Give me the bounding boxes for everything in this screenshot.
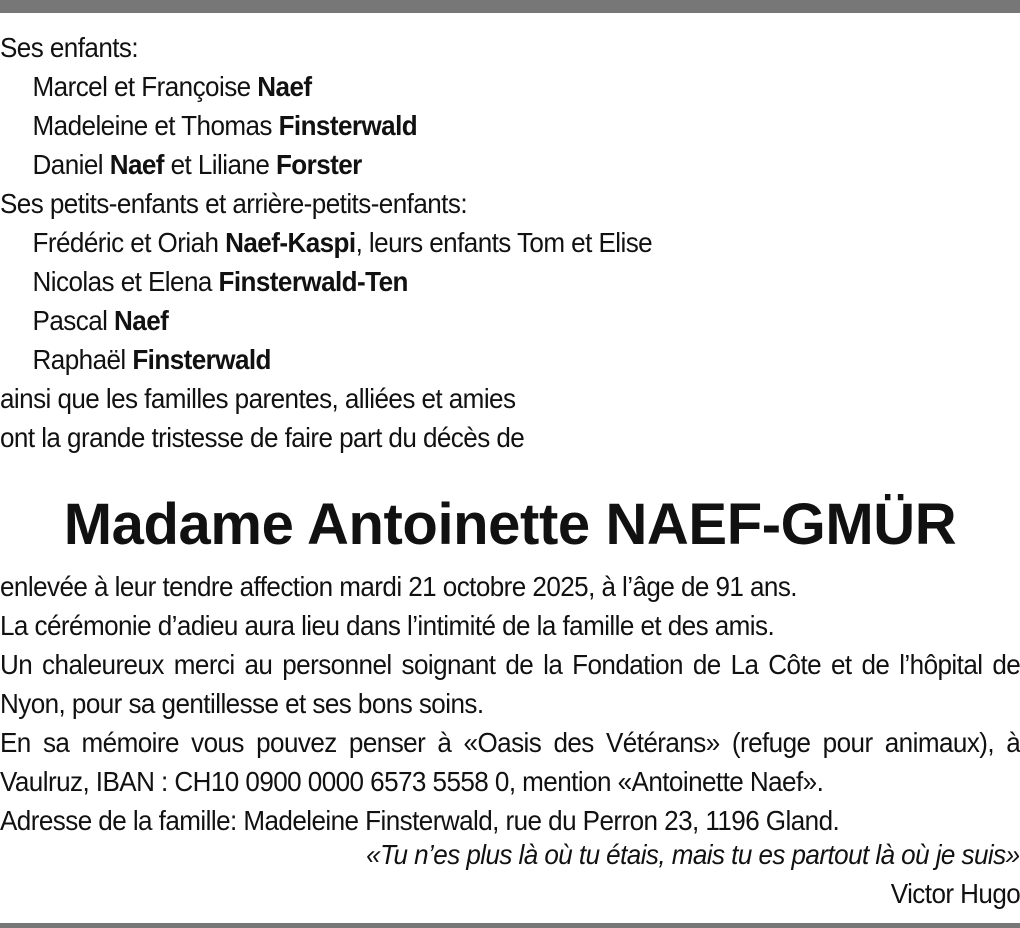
donation-paragraph: En sa mémoire vous pouvez penser à «Oasis des Vétérans» (refuge pour animaux), à Vaulruz, IBAN : CH10 0900 0000 6573 5558 0, mention «Antoinette Naef».: [0, 727, 1020, 797]
child-entry: Marcel et Françoise Naef: [32, 71, 312, 102]
child-entry: Daniel Naef et Liliane Forster: [32, 149, 362, 180]
grandchild-entry: Nicolas et Elena Finsterwald-Ten: [32, 266, 408, 297]
grandchild-entry: Frédéric et Oriah Naef-Kaspi, leurs enfants Tom et Elise: [32, 227, 653, 258]
children-heading: Ses enfants:: [0, 32, 139, 63]
ceremony-line: La cérémonie d’adieu aura lieu dans l’intimité de la famille et des amis.: [0, 610, 775, 641]
grandchildren-heading: Ses petits-enfants et arrière-petits-enfants:: [0, 188, 468, 219]
announcement-line: ont la grande tristesse de faire part du décès de: [0, 422, 525, 453]
quote-author: Victor Hugo: [890, 878, 1020, 909]
death-line: enlevée à leur tendre affection mardi 21 octobre 2025, à l’âge de 91 ans.: [0, 571, 797, 602]
details-block: [0, 567, 1020, 840]
obituary-notice: [0, 28, 1020, 840]
bottom-rule: [0, 923, 1020, 928]
relatives-line: ainsi que les familles parentes, alliées et amies: [0, 383, 516, 414]
deceased-name: Madame Antoinette NAEF-GMÜR: [63, 492, 957, 557]
quote-text: «Tu n’es plus là où tu étais, mais tu es partout là où je suis»: [366, 839, 1020, 870]
child-entry: Madeleine et Thomas Finsterwald: [32, 110, 418, 141]
grandchild-entry: Pascal Naef: [32, 305, 169, 336]
thanks-paragraph: Un chaleureux merci au personnel soignant de la Fondation de La Côte et de l’hôpital de Nyon, pour sa gentillesse et ses bons soins.: [0, 649, 1020, 719]
top-rule: [0, 0, 1020, 13]
address-line: Adresse de la famille: Madeleine Finsterwald, rue du Perron 23, 1196 Gland.: [0, 805, 840, 836]
grandchild-entry: Raphaël Finsterwald: [32, 344, 271, 375]
